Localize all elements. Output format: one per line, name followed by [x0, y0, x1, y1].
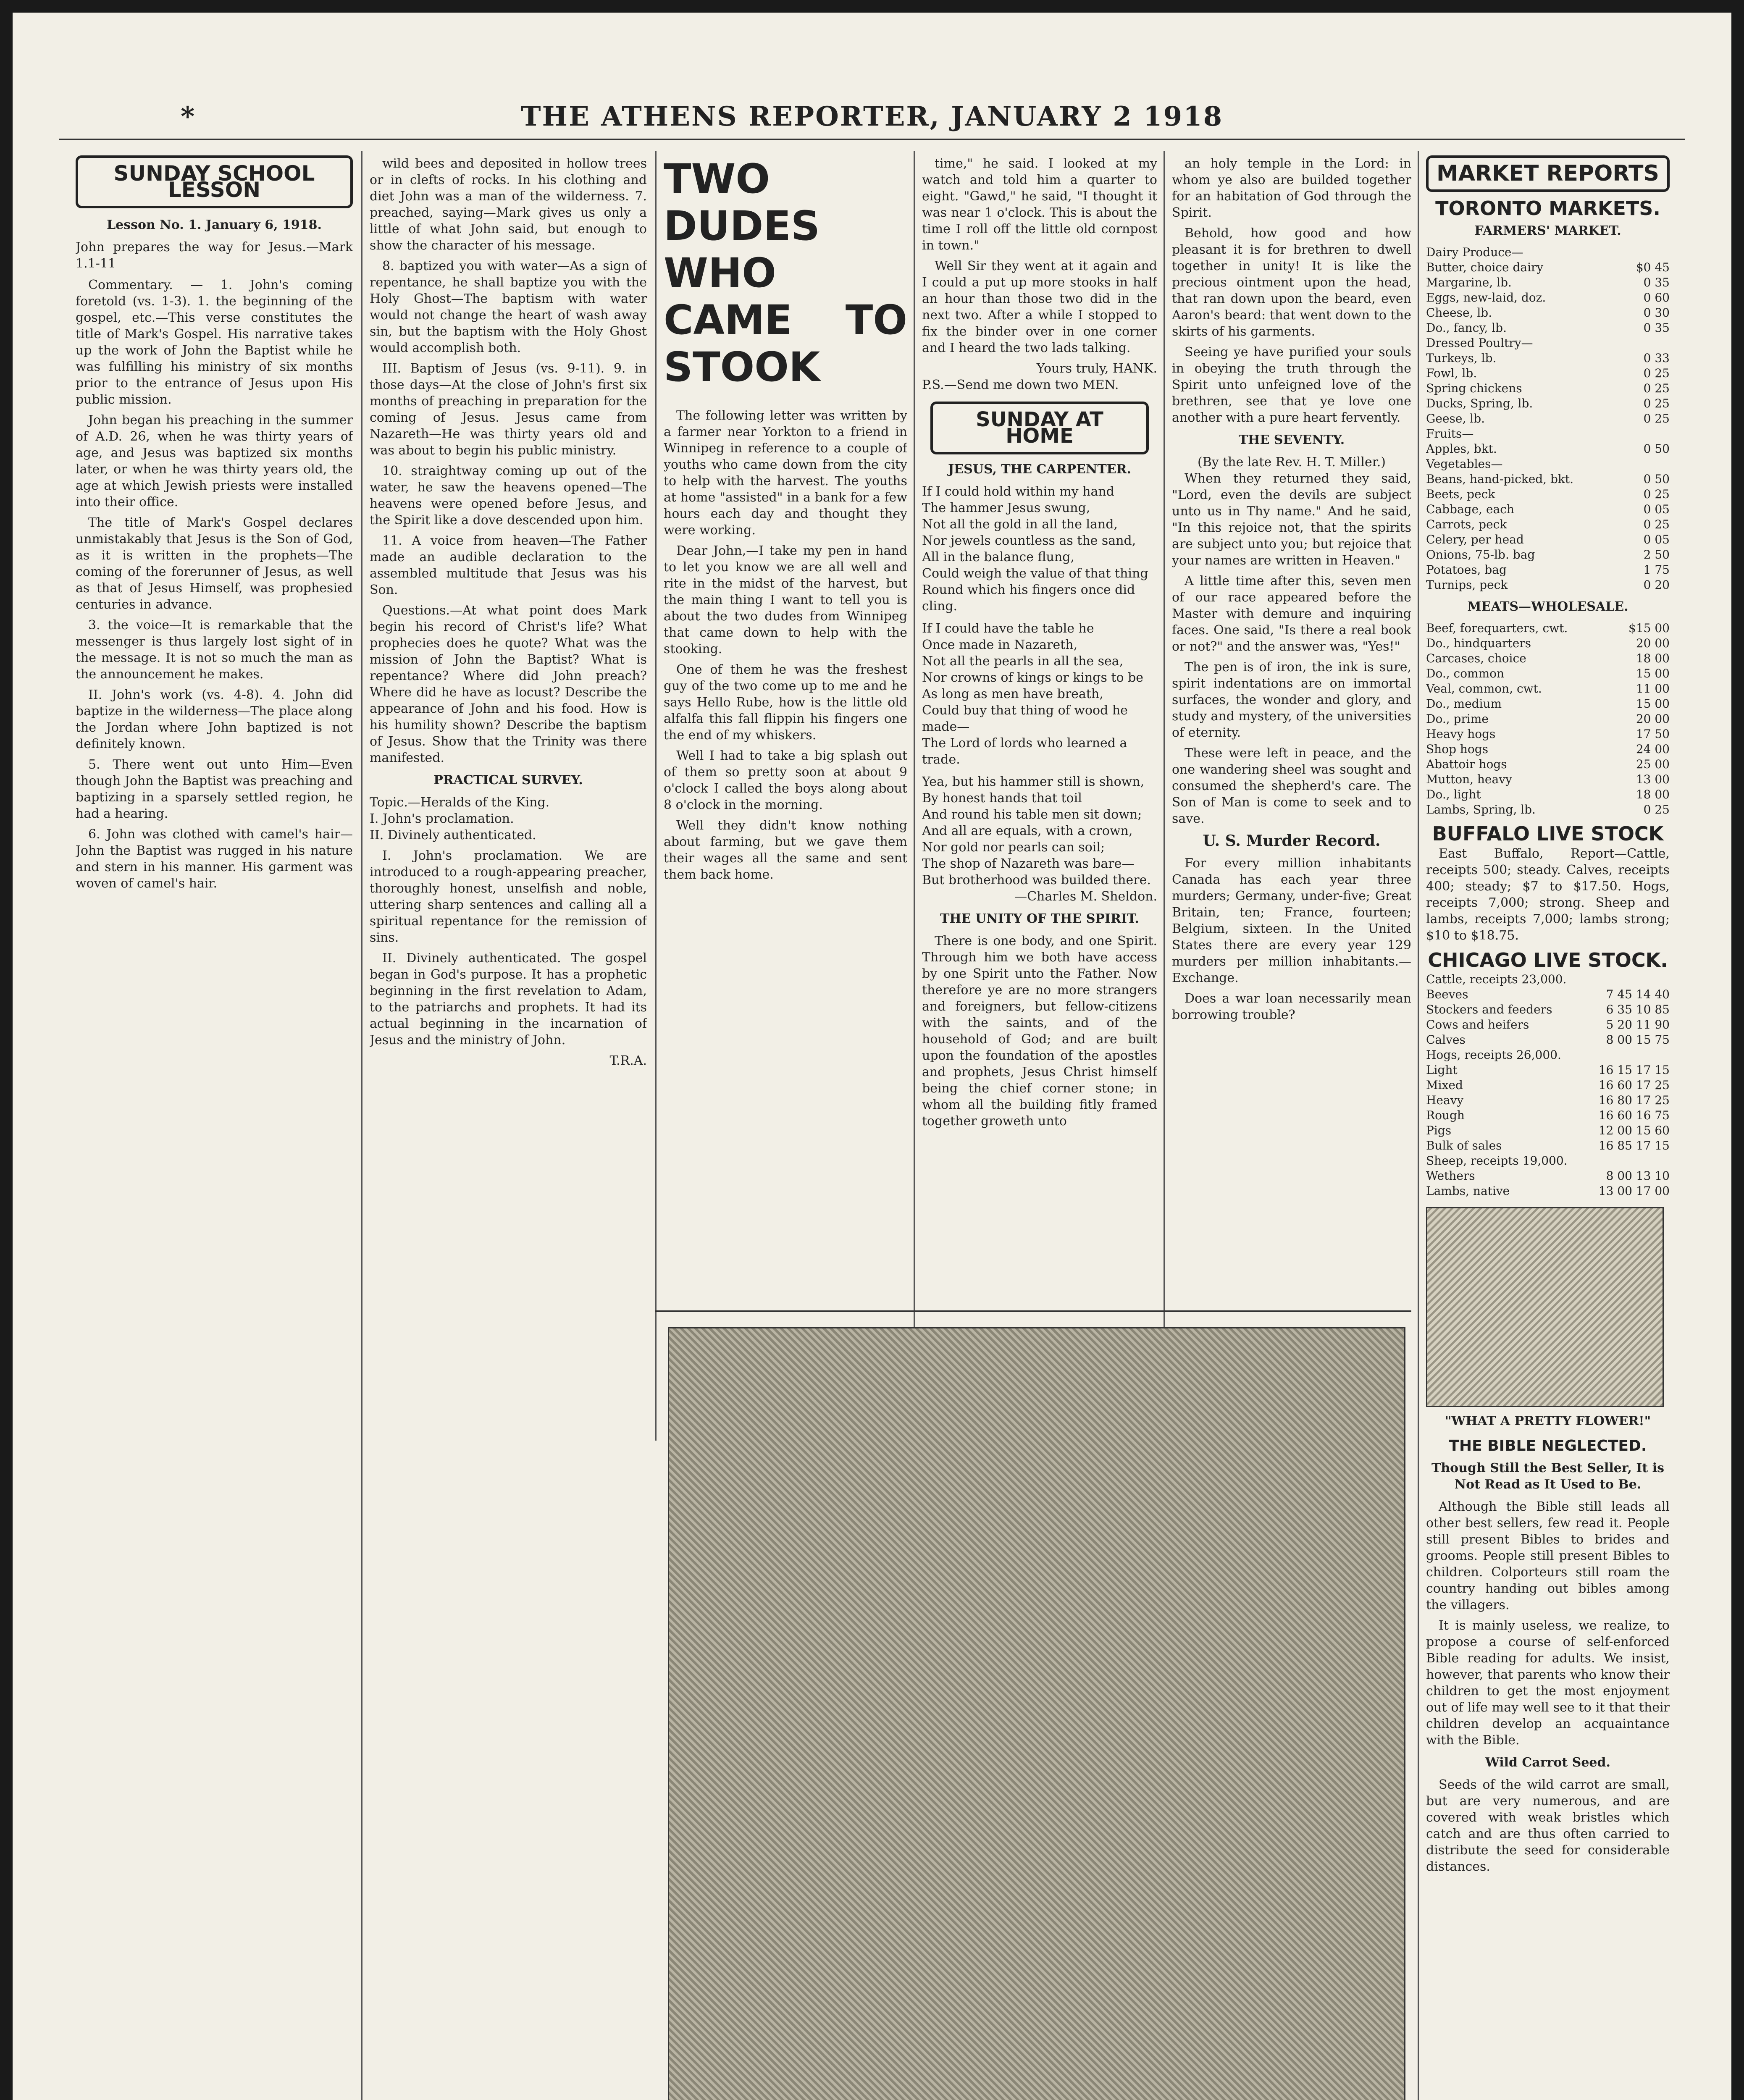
- market-row: [1426, 260, 1670, 275]
- lesson-paragraph: wild bees and deposited in hollow trees or in clefts of rocks. In his clothing and diet John was a man of the wilderness. 7. preached, saying—Mark gives us only a little of what John said, but enough to show the character of his message.: [370, 156, 647, 253]
- meat-table: [1426, 621, 1670, 817]
- market-item: Cheese, lb.: [1426, 306, 1492, 320]
- column-rule: [655, 151, 657, 1441]
- market-price: $15 00: [1628, 621, 1670, 635]
- toronto-title: TORONTO MARKETS.: [1435, 197, 1660, 220]
- column-rule: [361, 151, 362, 2100]
- bible-subtitle: Though Still the Best Seller, It is Not Read as It Used to Be.: [1431, 1461, 1664, 1492]
- market-row: [1426, 621, 1670, 636]
- market-price: 0 35: [1643, 321, 1670, 335]
- market-price: 15 00: [1636, 667, 1670, 680]
- market-price: 1 75: [1643, 563, 1670, 577]
- poem-line: Yea, but his hammer still is shown,: [922, 774, 1145, 789]
- dudes-paragraph: time," he said. I looked at my watch and told him a quarter to eight. "Gawd," he said, "I thought it was near 1 o'clock. This is about the time I roll off the little old cornpost in town.": [922, 156, 1157, 253]
- market-price: 15 00: [1636, 697, 1670, 711]
- lesson-paragraph: 10. straightway coming up out of the water, he saw the heavens opened—The heavens were opened before Jesus, and the Spirit like a dove descended upon him.: [370, 464, 647, 528]
- market-price: $0 45: [1636, 260, 1670, 274]
- poem: [922, 483, 1157, 888]
- poem-line: But brotherhood was builded there.: [922, 873, 1151, 887]
- market-row: [1426, 1047, 1670, 1063]
- market-item: Do., common: [1426, 667, 1505, 680]
- market-item: Wethers: [1426, 1169, 1475, 1183]
- market-row: [1426, 1093, 1670, 1108]
- market-price: 20 00: [1636, 636, 1670, 650]
- lesson-paragraph: 5. There went out unto Him—Even though John the Baptist was preaching and baptizing in a sparsely settled region, he had a hearing.: [76, 757, 353, 821]
- market-item: Fowl, lb.: [1426, 366, 1477, 380]
- market-row: [1426, 381, 1670, 396]
- market-item: Cabbage, each: [1426, 502, 1514, 516]
- bible-paragraph: Although the Bible still leads all other best sellers, few read it. People still present Bibles to brides and grooms. People still present Bibles to children. Colporteurs still roam the country handing out bibles among the villagers.: [1426, 1499, 1670, 1612]
- market-row: [1426, 275, 1670, 290]
- buffalo-title: BUFFALO LIVE STOCK: [1432, 822, 1664, 845]
- market-row: [1426, 1108, 1670, 1123]
- market-row: [1426, 336, 1670, 351]
- market-item: Pigs: [1426, 1124, 1452, 1137]
- market-item: Sheep, receipts 19,000.: [1426, 1154, 1568, 1168]
- market-item: Rough: [1426, 1108, 1465, 1122]
- carrot-title: Wild Carrot Seed.: [1485, 1755, 1610, 1770]
- market-price: 0 20: [1643, 578, 1670, 592]
- market-row: [1426, 787, 1670, 802]
- poem-line: Not all the gold in all the land,: [922, 517, 1118, 532]
- market-price: 0 35: [1643, 276, 1670, 289]
- market-price: 0 33: [1643, 351, 1670, 365]
- market-item: Lambs, Spring, lb.: [1426, 803, 1536, 816]
- market-reports-banner: MARKET REPORTS: [1426, 155, 1670, 192]
- lesson-line: Lesson No. 1. January 6, 1918.: [107, 218, 322, 232]
- chicago-table: [1426, 972, 1670, 1199]
- market-price: 6 35 10 85: [1606, 1003, 1670, 1016]
- market-row: [1426, 1032, 1670, 1047]
- survey-point: II. Divinely authenticated.: [370, 828, 536, 843]
- market-item: Hogs, receipts 26,000.: [1426, 1048, 1561, 1062]
- market-price: 0 50: [1643, 472, 1670, 486]
- market-item: Butter, choice dairy: [1426, 260, 1544, 274]
- seventy-paragraph: A little time after this, seven men of our race appeared before the Master with demure and inquiring faces. One said, "Is there a real book or not?" and the answer was, "Yes!": [1172, 574, 1411, 654]
- market-item: Turkeys, lb.: [1426, 351, 1497, 365]
- lesson-paragraph: 11. A voice from heaven—The Father made an audible declaration to the assembled multitude that Jesus was his Son.: [370, 533, 647, 597]
- lesson-questions: Questions.—At what point does Mark begin his record of Christ's life? What prophecies does he quote? What was the mission of John the Baptist? What is repentance? Where did John preach? Where did he have as locust? Describe the appearance of John and his food. How is his humility shown? Describe the baptism of Jesus. Show that the Trinity was there manifested.: [370, 603, 647, 765]
- masthead: [13, 101, 1731, 132]
- market-price: 16 15 17 15: [1598, 1063, 1670, 1077]
- market-row: [1426, 517, 1670, 532]
- market-item: Lambs, native: [1426, 1184, 1510, 1198]
- market-item: Do., prime: [1426, 712, 1489, 726]
- unity-paragraph: Behold, how good and how pleasant it is for brethren to dwell together in unity! It is like the precious ointment upon the head, that ran down upon the beard, even Aaron's beard: that went down to the skirts of his garments.: [1172, 226, 1411, 339]
- seventy-paragraph: These were left in peace, and the one wandering sheel was sought and consumed the shepherd's care. The Son of Man is come to seek and to save.: [1172, 746, 1411, 826]
- column-dudes-continued: [922, 155, 1157, 1432]
- seventy-title: THE SEVENTY.: [1238, 433, 1345, 447]
- column-rule: [914, 151, 915, 1441]
- halifax-ruins-photo: [668, 1327, 1405, 2100]
- market-item: Veal, common, cwt.: [1426, 682, 1542, 696]
- market-item: Stockers and feeders: [1426, 1003, 1552, 1016]
- market-row: [1426, 290, 1670, 305]
- market-item: Beeves: [1426, 987, 1468, 1001]
- market-item: Geese, lb.: [1426, 412, 1485, 425]
- newspaper-page: [13, 13, 1731, 2100]
- market-item: Heavy: [1426, 1093, 1464, 1107]
- dudes-signature: Yours truly, HANK.: [1036, 361, 1157, 376]
- market-price: 0 60: [1643, 291, 1670, 304]
- market-row: [1426, 1078, 1670, 1093]
- survey-paragraph: I. John's proclamation. We are introduced to a rough-appearing preacher, thoroughly honest, unselfish and noble, uttering sharp sentences and calling all a spiritual repentance for the remission of sins.: [370, 848, 647, 945]
- photo-rule: [655, 1310, 1411, 1312]
- market-item: Cows and heifers: [1426, 1018, 1529, 1032]
- market-price: 18 00: [1636, 788, 1670, 801]
- market-price: 8 00 15 75: [1606, 1033, 1670, 1047]
- lesson-paragraph: John began his preaching in the summer of A.D. 26, when he was thirty years of age, and Jesus was baptized six months later, or when he was thirty years old, the age at which Jewish priests were installed into their office.: [76, 413, 353, 509]
- market-price: 0 25: [1643, 487, 1670, 501]
- market-price: 0 50: [1643, 442, 1670, 456]
- market-price: 0 25: [1643, 517, 1670, 531]
- lesson-paragraph: 8. baptized you with water—As a sign of repentance, he shall baptize you with the Holy Ghost—The baptism with water would not change the heart of wash away sin, but the baptism with the Holy Ghost would accomplish both.: [370, 259, 647, 355]
- column-rule: [1418, 151, 1419, 2100]
- dudes-paragraph: Dear John,—I take my pen in hand to let you know we are all well and rite in the midst of the harvest, but the main thing I want to tell you is about the two dudes from Winnipeg that came down to help with the stooking.: [664, 543, 907, 656]
- market-price: 0 30: [1643, 306, 1670, 320]
- poem-line: As long as men have breath,: [922, 687, 1103, 701]
- market-item: Spring chickens: [1426, 381, 1522, 395]
- cartoon-caption: "WHAT A PRETTY FLOWER!": [1445, 1414, 1651, 1428]
- masthead-mark: *: [181, 101, 196, 132]
- poem-title: JESUS, THE CARPENTER.: [948, 462, 1131, 477]
- murder-record-text: For every million inhabitants Canada has each year three murders; Germany, under-five; Great Britain, ten; France, fourteen; Belgium, sixteen. In the United States there are every year 129 murders per million inhabitants.—Exchange.: [1172, 856, 1411, 985]
- poem-line: If I could hold within my hand: [922, 484, 1114, 499]
- market-price: 13 00 17 00: [1598, 1184, 1670, 1198]
- market-price: 7 45 14 40: [1606, 987, 1670, 1001]
- column-market: [1426, 155, 1670, 2100]
- market-item: Potatoes, bag: [1426, 563, 1507, 577]
- market-row: [1426, 547, 1670, 562]
- market-row: [1426, 532, 1670, 547]
- dudes-paragraph: Well Sir they went at it again and I could a put up more stooks in half an hour than those two did in the next two. After a while I stopped to fix the binder over in one corner and I heard the two lads talking.: [922, 259, 1157, 355]
- market-price: 16 85 17 15: [1598, 1139, 1670, 1152]
- poem-line: All in the balance flung,: [922, 550, 1074, 564]
- market-row: [1426, 487, 1670, 502]
- lesson-paragraph: 3. the voice—It is remarkable that the messenger is thus largely lost sight of in the message. It is not so much the man as the announcement he makes.: [76, 618, 353, 682]
- market-item: Eggs, new-laid, doz.: [1426, 291, 1546, 304]
- market-row: [1426, 562, 1670, 578]
- column-seventy: [1172, 155, 1411, 1432]
- market-item: Vegetables—: [1426, 457, 1503, 471]
- market-item: Fruits—: [1426, 427, 1474, 441]
- market-row: [1426, 305, 1670, 320]
- market-price: 0 05: [1643, 502, 1670, 516]
- market-item: Margarine, lb.: [1426, 276, 1512, 289]
- market-row: [1426, 1168, 1670, 1184]
- market-row: [1426, 757, 1670, 772]
- survey-point: I. John's proclamation.: [370, 811, 514, 826]
- market-row: [1426, 426, 1670, 441]
- masthead-rule: [59, 139, 1685, 140]
- lesson-paragraph: III. Baptism of Jesus (vs. 9-11). 9. in those days—At the close of John's first six months of preaching in preparation for the coming of Jesus. Jesus came from Nazareth—He was thirty years old and was about to begin his public ministry.: [370, 361, 647, 458]
- market-price: 0 25: [1643, 412, 1670, 425]
- market-row: [1426, 320, 1670, 336]
- market-price: 13 00: [1636, 772, 1670, 786]
- market-price: 17 50: [1636, 727, 1670, 741]
- two-dudes-headline: TWO DUDES WHO CAME TO STOOK: [664, 155, 907, 391]
- poem-line: The Lord of lords who learned a trade.: [922, 736, 1127, 767]
- market-price: 16 80 17 25: [1598, 1093, 1670, 1107]
- survey-signoff: T.R.A.: [609, 1053, 647, 1068]
- market-row: [1426, 972, 1670, 987]
- market-price: 0 25: [1643, 803, 1670, 816]
- market-row: [1426, 351, 1670, 366]
- poem-line: Round which his fingers once did cling.: [922, 583, 1135, 614]
- market-row: [1426, 472, 1670, 487]
- poem-line: And round his table men sit down;: [922, 807, 1142, 822]
- market-row: [1426, 1153, 1670, 1168]
- market-row: [1426, 396, 1670, 411]
- market-row: [1426, 457, 1670, 472]
- market-row: [1426, 651, 1670, 666]
- market-item: Shop hogs: [1426, 742, 1489, 756]
- seventy-paragraph: When they returned they said, "Lord, even the devils are subject unto us in Thy name." And he said, "In this rejoice not, that the spirits are subject unto you; but rejoice that your names are written in Heaven.": [1172, 471, 1411, 568]
- dudes-postscript: P.S.—Send me down two MEN.: [922, 378, 1119, 392]
- market-price: 0 25: [1643, 396, 1670, 410]
- lesson-paragraph: 6. John was clothed with camel's hair—John the Baptist was rugged in his nature and stern in his manner. His garment was woven of camel's hair.: [76, 827, 353, 891]
- poem-line: Nor jewels countless as the sand,: [922, 533, 1136, 548]
- market-item: Do., medium: [1426, 697, 1502, 711]
- market-row: [1426, 441, 1670, 457]
- masthead-text: THE ATHENS REPORTER, JANUARY 2 1918: [520, 101, 1224, 132]
- market-price: 24 00: [1636, 742, 1670, 756]
- market-item: Apples, bkt.: [1426, 442, 1497, 456]
- murder-record-title: U. S. Murder Record.: [1203, 832, 1381, 850]
- seventy-byline: (By the late Rev. H. T. Miller.): [1198, 455, 1386, 470]
- lesson-paragraph: Commentary. — 1. John's coming foretold (vs. 1-3). 1. the beginning of the gospel, etc.—This verse constitutes the title of Mark's Gospel. His narrative takes up the work of John the Baptist while he was fulfilling his ministry of six months prior to the entrance of Jesus upon His public mission.: [76, 278, 353, 407]
- poem-line: Once made in Nazareth,: [922, 638, 1078, 652]
- poem-line: Not all the pearls in all the sea,: [922, 654, 1124, 669]
- market-item: Abattoir hogs: [1426, 757, 1507, 771]
- carrot-text: Seeds of the wild carrot are small, but are very numerous, and are covered with weak bristles which catch and are thus often carried to distribute the seed for considerable distances.: [1426, 1777, 1670, 1874]
- market-row: [1426, 636, 1670, 651]
- market-row: [1426, 727, 1670, 742]
- lesson-topic: John prepares the way for Jesus.—Mark 1.1-11: [76, 240, 353, 271]
- murder-record-end: Does a war loan necessarily mean borrowing trouble?: [1172, 991, 1411, 1022]
- poem-author: —Charles M. Sheldon.: [1014, 889, 1157, 904]
- market-price: 0 05: [1643, 533, 1670, 546]
- market-item: Cattle, receipts 23,000.: [1426, 972, 1567, 986]
- market-row: [1426, 366, 1670, 381]
- unity-paragraph: an holy temple in the Lord: in whom ye also are builded together for an habitation of God through the Spirit.: [1172, 156, 1411, 220]
- survey-topic: Topic.—Heralds of the King.: [370, 795, 550, 810]
- market-item: Beets, peck: [1426, 487, 1495, 501]
- meats-title: MEATS—WHOLESALE.: [1467, 599, 1628, 614]
- market-row: [1426, 502, 1670, 517]
- poem-line: Nor gold nor pearls can soil;: [922, 840, 1105, 855]
- market-row: [1426, 666, 1670, 681]
- market-row: [1426, 711, 1670, 727]
- market-item: Carrots, peck: [1426, 517, 1507, 531]
- poem-line: And all are equals, with a crown,: [922, 824, 1133, 838]
- poem-line: If I could have the table he: [922, 621, 1094, 636]
- poem-line: The shop of Nazareth was bare—: [922, 856, 1135, 871]
- market-price: 2 50: [1643, 548, 1670, 562]
- dudes-paragraph: Well I had to take a big splash out of them so pretty soon at about 9 o'clock I called the boys along about 8 o'clock in the morning.: [664, 748, 907, 812]
- dudes-paragraph: The following letter was written by a farmer near Yorkton to a friend in Winnipeg in reference to a couple of youths who came down from the city to help with the harvest. The youths at home "assisted" in a bank for a few hours each day and thought they were working.: [664, 408, 907, 538]
- market-row: [1426, 245, 1670, 260]
- bible-paragraph: It is mainly useless, we realize, to propose a course of self-enforced Bible reading for adults. We insist, however, that parents who know their children to get the most enjoyment out of life may well see to it that their children develop an acquaintance with the Bible.: [1426, 1618, 1670, 1748]
- market-price: 5 20 11 90: [1606, 1018, 1670, 1032]
- poem-line: By honest hands that toil: [922, 791, 1082, 806]
- market-row: [1426, 1184, 1670, 1199]
- market-item: Mixed: [1426, 1078, 1463, 1092]
- market-item: Carcases, choice: [1426, 651, 1526, 665]
- poem-line: Could buy that thing of wood he made—: [922, 703, 1128, 734]
- dudes-paragraph: Well they didn't know nothing about farming, but we gave them their wages all the same and sent them back home.: [664, 818, 907, 882]
- market-row: [1426, 1123, 1670, 1138]
- column-lesson-continued: [370, 155, 647, 2100]
- market-price: 8 00 13 10: [1606, 1169, 1670, 1183]
- lesson-paragraph: The title of Mark's Gospel declares unmistakably that Jesus is the Son of God, as it is written in the prophets—The coming of the forerunner of Jesus, as well as that of Jesus Himself, was prophesied centuries in advance.: [76, 515, 353, 612]
- market-item: Heavy hogs: [1426, 727, 1496, 741]
- market-price: 25 00: [1636, 757, 1670, 771]
- market-row: [1426, 772, 1670, 787]
- market-row: [1426, 681, 1670, 696]
- market-item: Do., light: [1426, 788, 1481, 801]
- market-row: [1426, 1002, 1670, 1017]
- market-price: 0 25: [1643, 366, 1670, 380]
- cartoon-illustration: [1426, 1207, 1664, 1407]
- farmers-market: FARMERS' MARKET.: [1474, 223, 1621, 238]
- unity-title: THE UNITY OF THE SPIRIT.: [940, 911, 1139, 926]
- poem-line: The hammer Jesus swung,: [922, 501, 1090, 515]
- chicago-title: CHICAGO LIVE STOCK.: [1428, 949, 1668, 971]
- lesson-paragraph: II. John's work (vs. 4-8). 4. John did baptize in the wilderness—The place along the Jordan where John baptized is not definitely known.: [76, 688, 353, 751]
- market-row: [1426, 1063, 1670, 1078]
- market-row: [1426, 742, 1670, 757]
- market-item: Celery, per head: [1426, 533, 1524, 546]
- unity-paragraph: Seeing ye have purified your souls in obeying the truth through the Spirit unto unfeigned love of the brethren, see that ye love one another with a pure heart fervently.: [1172, 345, 1411, 425]
- market-price: 0 25: [1643, 381, 1670, 395]
- seventy-paragraph: The pen is of iron, the ink is sure, spirit indentations are on immortal surfaces, the wonder and glory, and study and mystery, of the universities of eternity.: [1172, 660, 1411, 740]
- market-item: Turnips, peck: [1426, 578, 1508, 592]
- sunday-school-banner: SUNDAY SCHOOL LESSON: [76, 155, 353, 208]
- market-row: [1426, 1017, 1670, 1032]
- market-row: [1426, 987, 1670, 1002]
- market-price: 18 00: [1636, 651, 1670, 665]
- market-item: Dairy Produce—: [1426, 245, 1523, 259]
- buffalo-text: East Buffalo, Report—Cattle, receipts 500; steady. Calves, receipts 400; steady; $7 to $17.50. Hogs, receipts 7,000; strong. Sheep and lambs, receipts 7,000; lambs strong; $10 to $18.75.: [1426, 846, 1670, 943]
- market-price: 11 00: [1636, 682, 1670, 696]
- column-two-dudes: [664, 155, 907, 1432]
- market-row: [1426, 696, 1670, 711]
- market-price: 16 60 17 25: [1598, 1078, 1670, 1092]
- unity-text: There is one body, and one Spirit. Through him we both have access by one Spirit unto the Father. Now therefore ye are no more strangers and foreigners, but fellow-citizens with the saints, and of the household of God; and are built upon the foundation of the apostles and prophets, Jesus Christ himself being the chief corner stone; in whom all the building fitly framed together groweth unto: [922, 934, 1157, 1129]
- market-item: Onions, 75-lb. bag: [1426, 548, 1535, 562]
- bible-title: THE BIBLE NEGLECTED.: [1449, 1437, 1647, 1454]
- sunday-at-home-banner: SUNDAY AT HOME: [930, 402, 1149, 454]
- poem-line: Could weigh the value of that thing: [922, 566, 1148, 581]
- poem-line: Nor crowns of kings or kings to be: [922, 670, 1144, 685]
- market-item: Mutton, heavy: [1426, 772, 1512, 786]
- market-item: Beef, forequarters, cwt.: [1426, 621, 1568, 635]
- market-table: [1426, 245, 1670, 593]
- market-item: Calves: [1426, 1033, 1466, 1047]
- survey-paragraph: II. Divinely authenticated. The gospel began in God's purpose. It has a prophetic beginning in the first revelation to Adam, to the patriarchs and prophets. It had its actual beginning in the incarnation of Jesus and the ministry of John.: [370, 951, 647, 1047]
- market-price: 12 00 15 60: [1598, 1124, 1670, 1137]
- market-row: [1426, 411, 1670, 426]
- market-item: Dressed Poultry—: [1426, 336, 1533, 350]
- market-item: Bulk of sales: [1426, 1139, 1502, 1152]
- column-rule: [1164, 151, 1165, 1441]
- market-item: Ducks, Spring, lb.: [1426, 396, 1533, 410]
- column-sunday-school: [76, 155, 353, 2100]
- dudes-paragraph: One of them he was the freshest guy of the two come up to me and he says Hello Rube, how is the little old alfalfa this fall flippin his fingers one the end of my whiskers.: [664, 662, 907, 743]
- market-item: Light: [1426, 1063, 1458, 1077]
- market-item: Do., fancy, lb.: [1426, 321, 1507, 335]
- market-item: Beans, hand-picked, bkt.: [1426, 472, 1574, 486]
- market-price: 16 60 16 75: [1598, 1108, 1670, 1122]
- market-item: Do., hindquarters: [1426, 636, 1531, 650]
- market-row: [1426, 578, 1670, 593]
- market-row: [1426, 1138, 1670, 1153]
- market-price: 20 00: [1636, 712, 1670, 726]
- survey-title: PRACTICAL SURVEY.: [433, 773, 583, 788]
- market-row: [1426, 802, 1670, 817]
